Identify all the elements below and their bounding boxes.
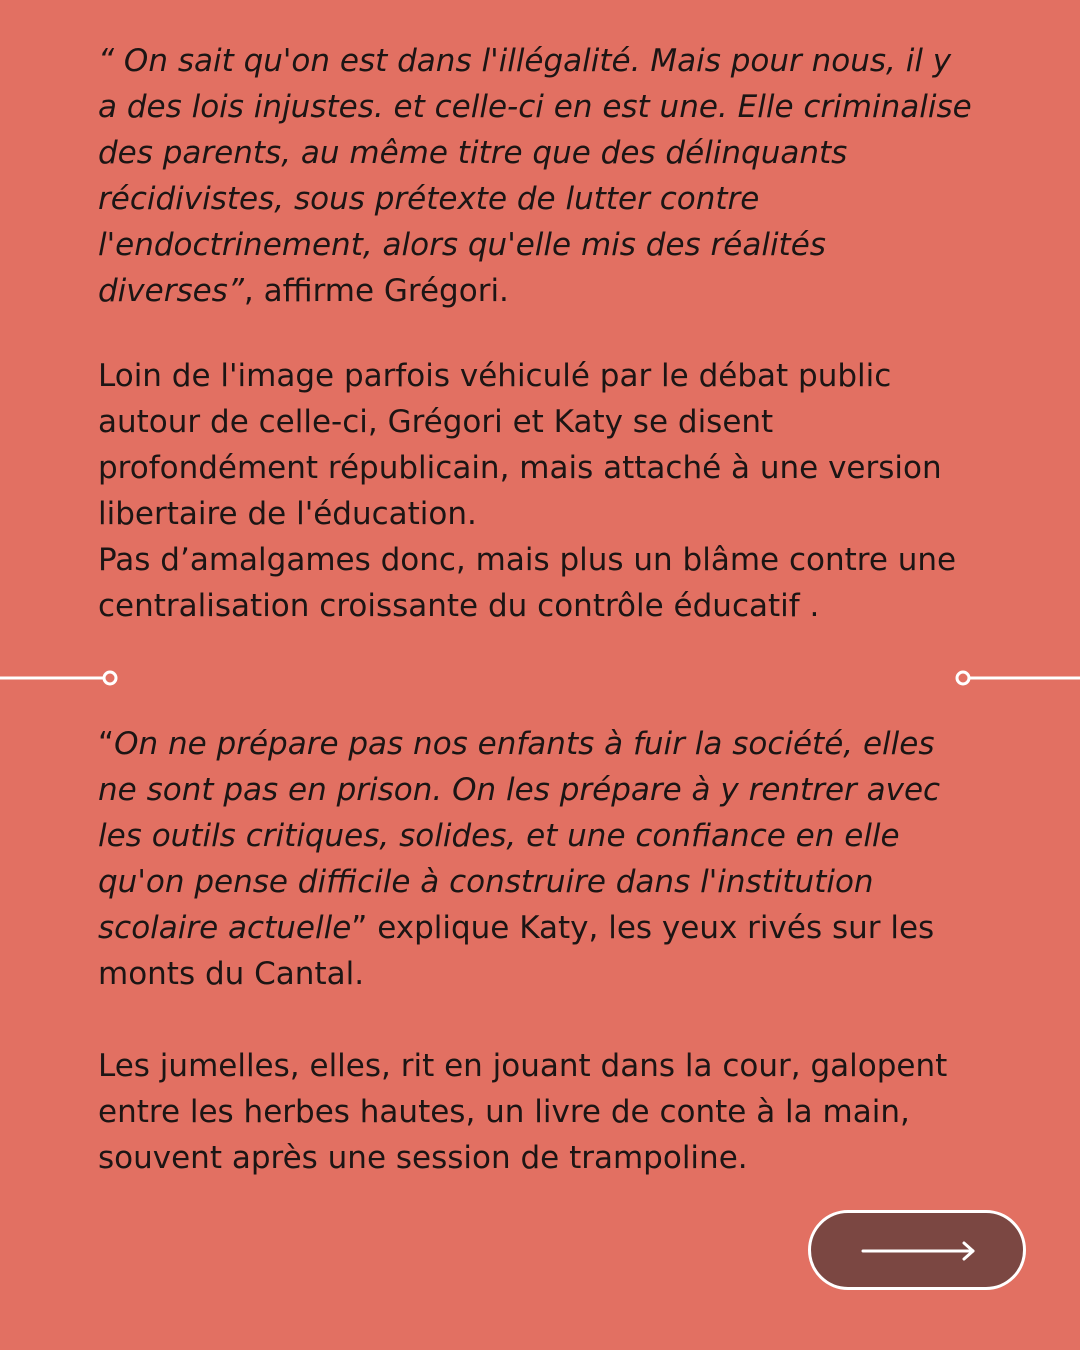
context-line-2: Pas d’amalgames donc, mais plus un blâme contre une centralisation croissante du contrôle éducatif . — [98, 542, 957, 624]
divider-node-left — [104, 672, 116, 684]
gregori-quote: “ On sait qu'on est dans l'illégalité. Mais pour nous, il y a des lois injustes. et celle-ci en est une. Elle criminalise des parents, au même titre que des délinquants récidivistes, sous prétexte de lutter contre l'endoctrinement, alors qu'elle mis des réalités diverses” — [98, 43, 972, 309]
twins-paragraph — [98, 1043, 978, 1181]
katy-open-quote: “ — [98, 726, 115, 762]
katy-attribution: ” explique Katy, les yeux rivés sur les monts du Cantal. — [98, 910, 935, 992]
divider-node-right — [957, 672, 969, 684]
context-line-1: Loin de l'image parfois véhiculé par le débat public autour de celle-ci, Grégori et Katy se disent profondément républicain, mais attaché à une version libertaire de l'éducation. — [98, 358, 942, 532]
section-divider — [0, 670, 1080, 686]
twins-text: Les jumelles, elles, rit en jouant dans la cour, galopent entre les herbes hautes, un livre de conte à la main, souvent après une session de trampoline. — [98, 1048, 948, 1176]
gregori-attribution: , affirme Grégori. — [243, 273, 509, 309]
quote-paragraph-gregori — [98, 38, 978, 314]
arrow-right-icon — [861, 1240, 977, 1262]
quote-paragraph-katy — [98, 721, 978, 997]
next-button[interactable] — [808, 1210, 1026, 1290]
katy-quote: On ne prépare pas nos enfants à fuir la société, elles ne sont pas en prison. On les prépare à y rentrer avec les outils critiques, solides, et une confiance en elle qu'on pense difficile à construire dans l'institution scolaire actuelle — [98, 726, 941, 946]
context-paragraph — [98, 353, 978, 629]
